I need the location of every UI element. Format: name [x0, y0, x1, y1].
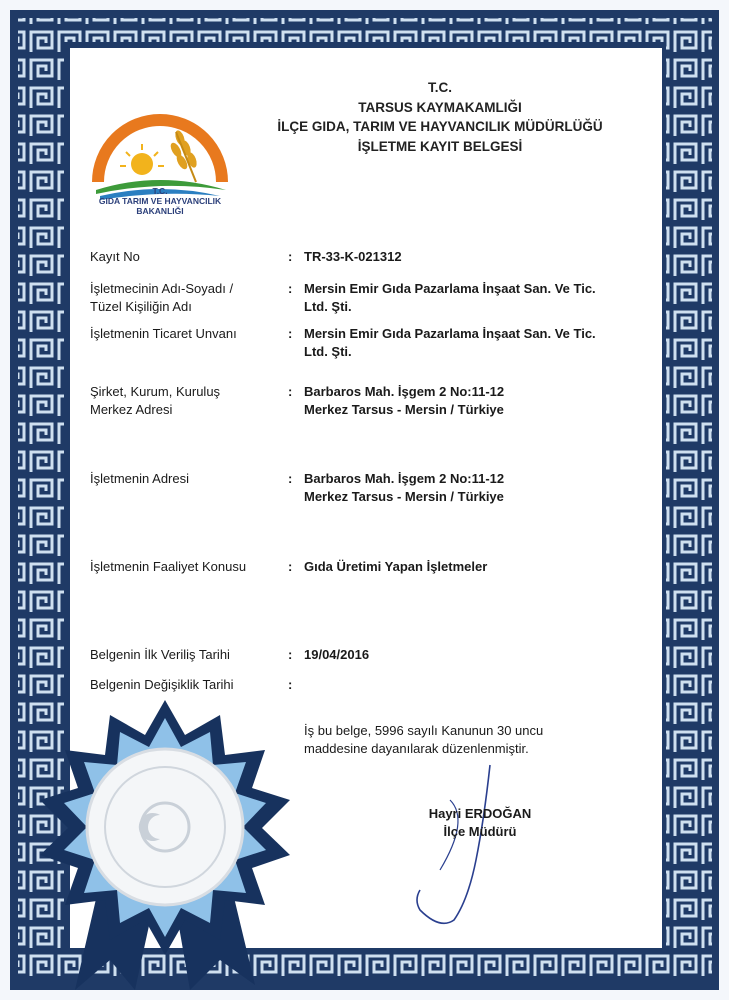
- field-value-line1: Barbaros Mah. İşgem 2 No:11-12: [304, 471, 505, 486]
- field-value: [304, 470, 644, 506]
- field-value: [304, 383, 644, 419]
- field-label: Belgenin İlk Veriliş Tarihi: [90, 647, 230, 662]
- document-title: İŞLETME KAYIT BELGESİ: [357, 138, 523, 154]
- field-value-line1: Mersin Emir Gıda Pazarlama İnşaat San. Ve Tic.: [304, 281, 596, 296]
- field-label: İşletmenin Faaliyet Konusu: [90, 559, 247, 574]
- field-colon: :: [288, 249, 293, 264]
- field-label: İşletmenin Ticaret Unvanı: [90, 326, 237, 341]
- field-value-line2: Merkez Tarsus - Mersin / Türkiye: [304, 402, 504, 417]
- field-value: 19/04/2016: [304, 647, 370, 662]
- field-label: Kayıt No: [90, 249, 140, 264]
- signatory-title: İlçe Müdürü: [443, 824, 517, 839]
- field-colon: :: [288, 677, 293, 692]
- field-label: İşletmenin Adresi: [90, 471, 189, 486]
- field-colon: :: [288, 281, 293, 296]
- field-value: [304, 325, 644, 361]
- field-label-line1: İşletmecinin Adı-Soyadı /: [90, 281, 234, 296]
- header-tc: T.C.: [427, 80, 452, 95]
- field-colon: :: [288, 559, 293, 574]
- legal-note-line2: maddesine dayanılarak düzenlenmiştir.: [304, 741, 529, 756]
- ministry-logo-text: [78, 186, 242, 216]
- field-label: Belgenin Değişiklik Tarihi: [90, 677, 234, 692]
- field-value: [304, 280, 644, 316]
- field-value-line1: Mersin Emir Gıda Pazarlama İnşaat San. Ve Tic.: [304, 326, 596, 341]
- signatory-block: [380, 805, 580, 841]
- field-value-line1: Barbaros Mah. İşgem 2 No:11-12: [304, 384, 505, 399]
- header-mudurluk: İLÇE GIDA, TARIM VE HAYVANCILIK MÜDÜRLÜĞÜ: [277, 119, 603, 134]
- field-label: [90, 280, 293, 316]
- field-label-line2: Merkez Adresi: [90, 402, 173, 417]
- field-value: TR-33-K-021312: [304, 249, 402, 264]
- logo-ministry-line2: BAKANLIĞI: [136, 206, 184, 216]
- handwritten-signature: [380, 760, 520, 930]
- field-value-line2: Ltd. Şti.: [304, 299, 352, 314]
- signatory-name: Hayri ERDOĞAN: [428, 806, 532, 821]
- logo-tc: T.C.: [152, 186, 168, 196]
- field-colon: :: [288, 326, 293, 341]
- official-seal: [20, 690, 310, 990]
- legal-note: [304, 722, 634, 758]
- field-value-line2: Merkez Tarsus - Mersin / Türkiye: [304, 489, 504, 504]
- field-label-line1: Şirket, Kurum, Kuruluş: [90, 384, 221, 399]
- field-label: [90, 383, 293, 419]
- field-colon: :: [288, 384, 293, 399]
- field-label-line2: Tüzel Kişiliğin Adı: [90, 299, 192, 314]
- logo-ministry-line1: GIDA TARIM VE HAYVANCILIK: [98, 196, 222, 206]
- document-header: [230, 78, 650, 156]
- field-value: Gıda Üretimi Yapan İşletmeler: [304, 559, 488, 574]
- field-value-line2: Ltd. Şti.: [304, 344, 352, 359]
- legal-note-line1: İş bu belge, 5996 sayılı Kanunun 30 uncu: [304, 723, 544, 738]
- field-colon: :: [288, 647, 293, 662]
- header-kaymakamlik: TARSUS KAYMAKAMLIĞI: [358, 99, 522, 115]
- field-colon: :: [288, 471, 293, 486]
